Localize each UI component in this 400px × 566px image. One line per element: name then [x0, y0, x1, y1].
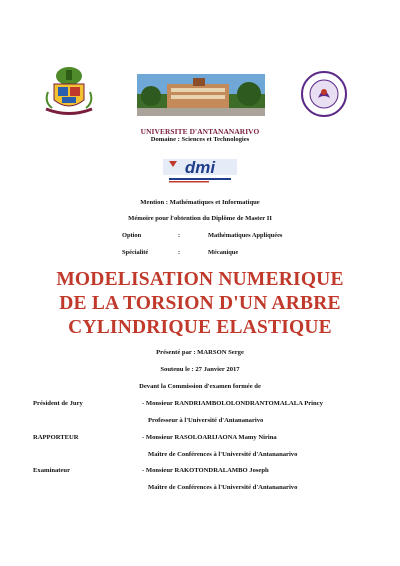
committee-role: RAPPORTEUR	[33, 434, 79, 441]
thesis-title-line-2: DE LA TORSION D'UN ARBRE	[59, 293, 341, 314]
presented-by: Présenté par : MARSON Serge	[156, 349, 244, 356]
committee-role: Président de Jury	[33, 400, 83, 407]
university-building-photo	[137, 74, 265, 116]
diploma-purpose: Mémoire pour l'obtention du Diplôme de Master II	[128, 215, 272, 222]
university-coat-of-arms-icon	[40, 62, 98, 120]
mention: Mention : Mathématiques et Informatique	[140, 199, 260, 206]
university-domain: Domaine : Sciences et Technologies	[150, 136, 250, 143]
thesis-title-line-3: CYLINDRIQUE ELASTIQUE	[68, 317, 332, 338]
option-separator: :	[178, 232, 181, 239]
faculty-seal-icon	[300, 70, 348, 118]
option-label: Option	[122, 232, 142, 239]
specialite-separator: :	[178, 249, 181, 256]
specialite-label: Spécialité	[122, 249, 149, 256]
committee-member-name: - Monsieur RANDRIAMBOLOLONDRANTOMALALA Princy	[142, 400, 323, 407]
svg-text:dmi: dmi	[184, 158, 216, 177]
committee-member-title: Maître de Conférences à l'Université d'Antananarivo	[148, 451, 298, 458]
defense-date: Soutenu le : 27 Janvier 2017	[160, 366, 240, 373]
committee-member-name: - Monsieur RASOLOARIJAONA Mamy Nirina	[142, 434, 277, 441]
committee-member-title: Maître de Conférences à l'Université d'Antananarivo	[148, 484, 298, 491]
committee-member-title: Professeur à l'Université d'Antananarivo	[148, 417, 264, 424]
department-logo	[163, 157, 237, 185]
committee-member-name: - Monsieur RAKOTONDRALAMBO Joseph	[142, 467, 269, 474]
specialite-value: Mécanique	[208, 249, 239, 256]
committee-intro: Devant la Commission d'examen formée de	[139, 383, 261, 390]
university-name: UNIVERSITE D'ANTANANARIVO	[140, 127, 260, 136]
thesis-title-line-1: MODELISATION NUMERIQUE	[56, 269, 344, 290]
committee-role: Examinateur	[33, 467, 70, 474]
option-value: Mathématiques Appliquées	[208, 232, 283, 239]
